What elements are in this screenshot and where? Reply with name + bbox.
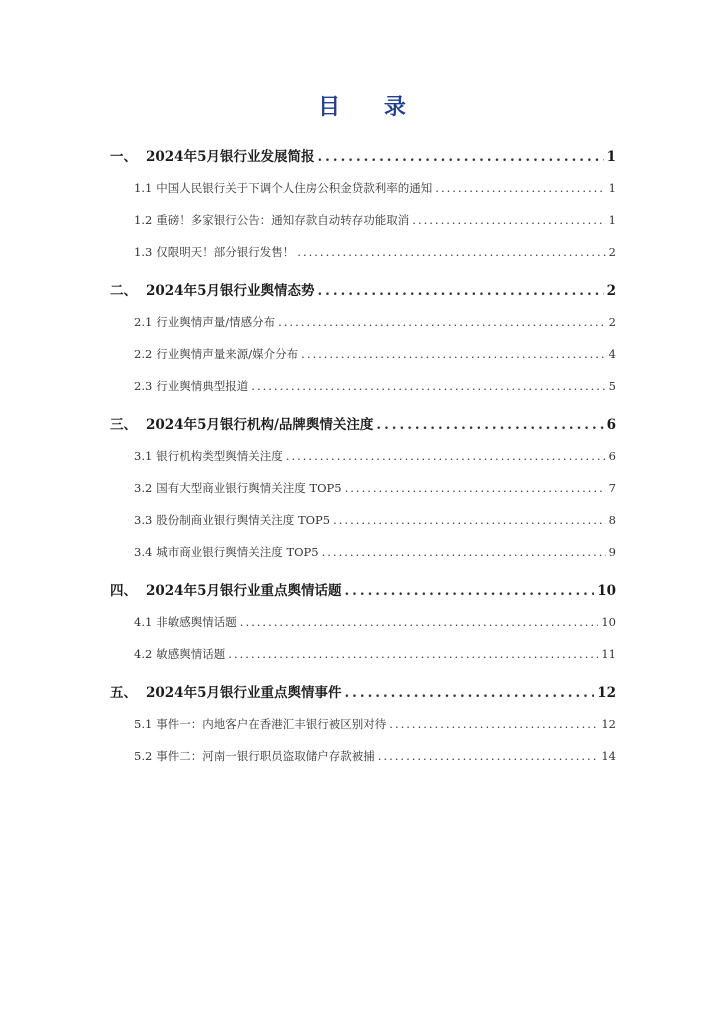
toc-section-number: 三、 xyxy=(110,417,137,433)
toc-page-number: 11 xyxy=(601,647,616,661)
toc-page-number: 9 xyxy=(608,545,616,559)
toc-leader-dots xyxy=(333,504,606,536)
toc-item-3-3[interactable] xyxy=(110,504,616,536)
toc-item-number: 4.2 xyxy=(134,647,153,661)
toc-leader-dots xyxy=(317,276,603,306)
toc-item-number: 2.3 xyxy=(134,379,153,393)
toc-section-number: 二、 xyxy=(110,283,137,299)
toc-page-number: 1 xyxy=(606,149,616,165)
toc-item-title: 国有大型商业银行舆情关注度 TOP5 xyxy=(156,481,342,495)
toc-page-number: 1 xyxy=(608,181,616,195)
toc-item-2-1[interactable] xyxy=(110,306,616,338)
toc-section-5[interactable] xyxy=(110,678,616,708)
toc-item-number: 1.2 xyxy=(134,213,153,227)
toc-item-number: 3.4 xyxy=(134,545,153,559)
toc-page-number: 12 xyxy=(601,717,616,731)
toc-leader-dots xyxy=(301,338,606,370)
toc-item-3-4[interactable] xyxy=(110,536,616,568)
toc-item-5-2[interactable] xyxy=(110,740,616,772)
toc-page-number: 10 xyxy=(597,583,616,599)
toc-page-number: 8 xyxy=(608,513,616,527)
toc-section-1[interactable] xyxy=(110,142,616,172)
toc-item-title: 事件一：内地客户在香港汇丰银行被区别对待 xyxy=(156,717,387,731)
toc-leader-dots xyxy=(251,370,605,402)
toc-leader-dots xyxy=(412,204,605,236)
toc-leader-dots xyxy=(389,708,598,740)
toc-item-number: 1.1 xyxy=(134,181,153,195)
toc-section-4[interactable] xyxy=(110,576,616,606)
toc-item-number: 3.2 xyxy=(134,481,153,495)
toc-leader-dots xyxy=(345,472,606,504)
toc-item-4-1[interactable] xyxy=(110,606,616,638)
toc-section-title: 2024年5月银行业重点舆情事件 xyxy=(146,685,342,701)
toc-page-number: 14 xyxy=(601,749,616,763)
table-of-contents xyxy=(110,142,616,772)
toc-leader-dots xyxy=(297,236,605,268)
toc-item-title: 非敏感舆情话题 xyxy=(156,615,237,629)
toc-item-number: 2.1 xyxy=(134,315,153,329)
toc-item-title: 行业舆情典型报道 xyxy=(156,379,249,393)
toc-leader-dots xyxy=(240,606,599,638)
toc-item-title: 重磅！多家银行公告：通知存款自动转存功能取消 xyxy=(156,213,410,227)
toc-item-title: 银行机构类型舆情关注度 xyxy=(156,449,283,463)
toc-item-title: 行业舆情声量来源/媒介分布 xyxy=(156,347,299,361)
toc-item-3-1[interactable] xyxy=(110,440,616,472)
toc-item-5-1[interactable] xyxy=(110,708,616,740)
toc-item-1-3[interactable] xyxy=(110,236,616,268)
toc-page-number: 6 xyxy=(608,449,616,463)
toc-page-number: 2 xyxy=(606,283,616,299)
toc-leader-dots xyxy=(435,172,605,204)
toc-leader-dots xyxy=(317,142,603,172)
toc-leader-dots xyxy=(278,306,606,338)
toc-item-title: 中国人民银行关于下调个人住房公积金贷款利率的通知 xyxy=(156,181,433,195)
toc-item-number: 4.1 xyxy=(134,615,153,629)
toc-section-3[interactable] xyxy=(110,410,616,440)
toc-section-number: 五、 xyxy=(110,685,137,701)
toc-item-title: 事件二：河南一银行职员盗取储户存款被捕 xyxy=(156,749,375,763)
toc-item-number: 1.3 xyxy=(134,245,153,259)
toc-leader-dots xyxy=(344,576,594,606)
toc-page-number: 7 xyxy=(608,481,616,495)
toc-item-title: 敏感舆情话题 xyxy=(156,647,226,661)
toc-item-title: 股份制商业银行舆情关注度 TOP5 xyxy=(156,513,331,527)
toc-page-number: 4 xyxy=(608,347,616,361)
toc-section-title: 2024年5月银行业重点舆情话题 xyxy=(146,583,342,599)
toc-item-number: 5.1 xyxy=(134,717,153,731)
toc-leader-dots xyxy=(286,440,606,472)
toc-page-number: 2 xyxy=(608,245,616,259)
toc-item-2-2[interactable] xyxy=(110,338,616,370)
toc-item-1-1[interactable] xyxy=(110,172,616,204)
toc-item-2-3[interactable] xyxy=(110,370,616,402)
toc-page-number: 12 xyxy=(597,685,616,701)
toc-leader-dots xyxy=(376,410,603,440)
toc-item-title: 行业舆情声量/情感分布 xyxy=(156,315,276,329)
toc-section-title: 2024年5月银行业舆情态势 xyxy=(146,283,315,299)
toc-item-1-2[interactable] xyxy=(110,204,616,236)
toc-leader-dots xyxy=(228,638,598,670)
toc-item-4-2[interactable] xyxy=(110,638,616,670)
toc-page-number: 10 xyxy=(601,615,616,629)
toc-section-title: 2024年5月银行机构/品牌舆情关注度 xyxy=(146,417,374,433)
toc-section-title: 2024年5月银行业发展简报 xyxy=(146,149,315,165)
toc-page-number: 2 xyxy=(608,315,616,329)
toc-leader-dots xyxy=(378,740,599,772)
toc-item-title: 仅限明天！部分银行发售！ xyxy=(156,245,295,259)
toc-page-number: 6 xyxy=(606,417,616,433)
toc-page-number: 5 xyxy=(608,379,616,393)
toc-item-3-2[interactable] xyxy=(110,472,616,504)
page-title: 目 录 xyxy=(318,94,424,120)
toc-leader-dots xyxy=(322,536,606,568)
toc-item-title: 城市商业银行舆情关注度 TOP5 xyxy=(156,545,319,559)
toc-item-number: 5.2 xyxy=(134,749,153,763)
toc-section-2[interactable] xyxy=(110,276,616,306)
toc-leader-dots xyxy=(344,678,594,708)
toc-section-number: 一、 xyxy=(110,149,137,165)
toc-section-number: 四、 xyxy=(110,583,137,599)
toc-item-number: 3.3 xyxy=(134,513,153,527)
toc-item-number: 3.1 xyxy=(134,449,153,463)
toc-item-number: 2.2 xyxy=(134,347,153,361)
toc-page-number: 1 xyxy=(608,213,616,227)
